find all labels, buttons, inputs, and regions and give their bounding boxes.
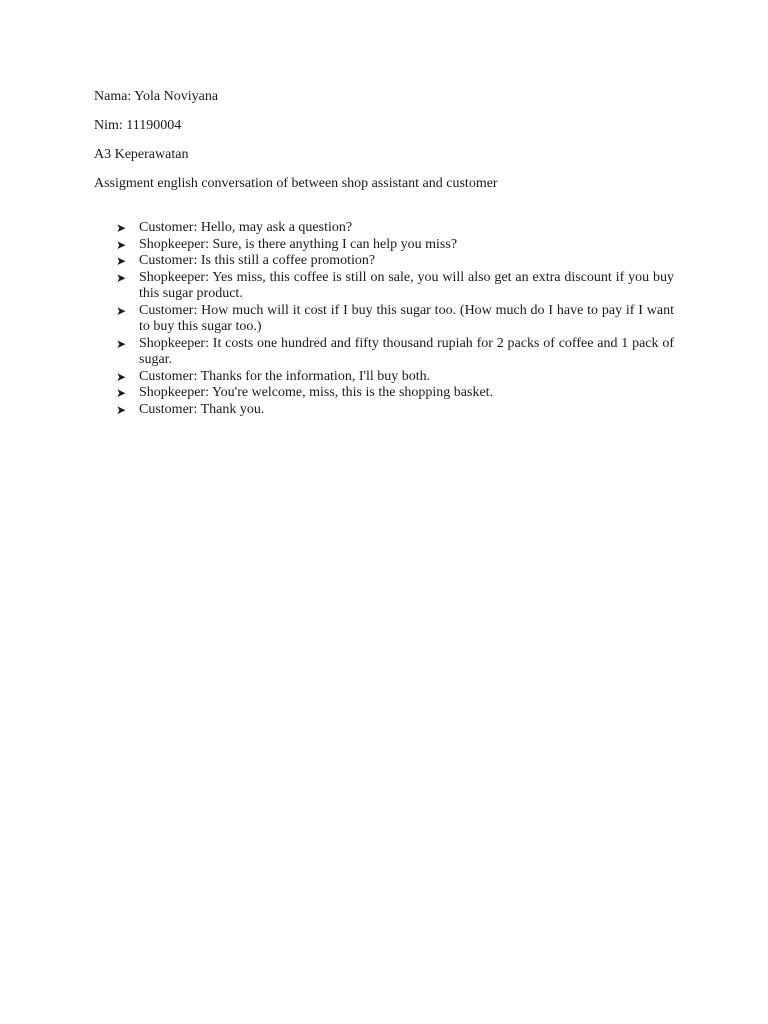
list-item (116, 369, 674, 386)
arrowhead-bullet-icon: ➤ (116, 237, 127, 252)
list-item (116, 385, 674, 402)
student-class: A3 Keperawatan (94, 147, 189, 162)
list-item (116, 220, 674, 237)
arrowhead-bullet-icon: ➤ (116, 303, 127, 318)
list-item (116, 402, 674, 419)
line-text: Shopkeeper: It costs one hundred and fifty thousand rupiah for 2 packs of coffee and 1 pack of sugar. (139, 335, 674, 367)
list-item (116, 237, 674, 254)
arrowhead-bullet-icon: ➤ (116, 221, 127, 235)
line-text: Shopkeeper: You're welcome, miss, this is the shopping basket. (139, 385, 494, 400)
document-header (94, 88, 694, 204)
assignment-title: Assigment english conversation of between shop assistant and customer (94, 176, 498, 191)
student-nim: Nim: 11190004 (94, 118, 182, 133)
list-item (116, 336, 674, 369)
line-text: Shopkeeper: Yes miss, this coffee is still on sale, you will also get an extra discount if you buy this sugar product. (139, 269, 674, 301)
arrowhead-bullet-icon: ➤ (116, 369, 127, 384)
arrowhead-bullet-icon: ➤ (116, 336, 127, 351)
line-text: Shopkeeper: Sure, is there anything I can help you miss? (139, 236, 458, 252)
arrowhead-bullet-icon: ➤ (116, 402, 127, 417)
line-text: Customer: Is this still a coffee promotion? (139, 253, 376, 268)
arrowhead-bullet-icon: ➤ (116, 254, 127, 268)
arrowhead-bullet-icon: ➤ (116, 270, 127, 285)
conversation-list (116, 220, 674, 418)
line-text: Customer: Thank you. (139, 401, 265, 417)
list-item (116, 303, 674, 336)
line-text: Customer: Hello, may ask a question? (139, 220, 353, 235)
arrowhead-bullet-icon: ➤ (116, 386, 127, 400)
line-text: Customer: Thanks for the information, I'll buy both. (139, 368, 431, 384)
line-text: Customer: How much will it cost if I buy this sugar too. (How much do I have to pay if I want to buy this sugar too.) (139, 302, 674, 334)
list-item (116, 270, 674, 303)
student-name: Nama: Yola Noviyana (94, 89, 219, 104)
list-item (116, 253, 674, 270)
